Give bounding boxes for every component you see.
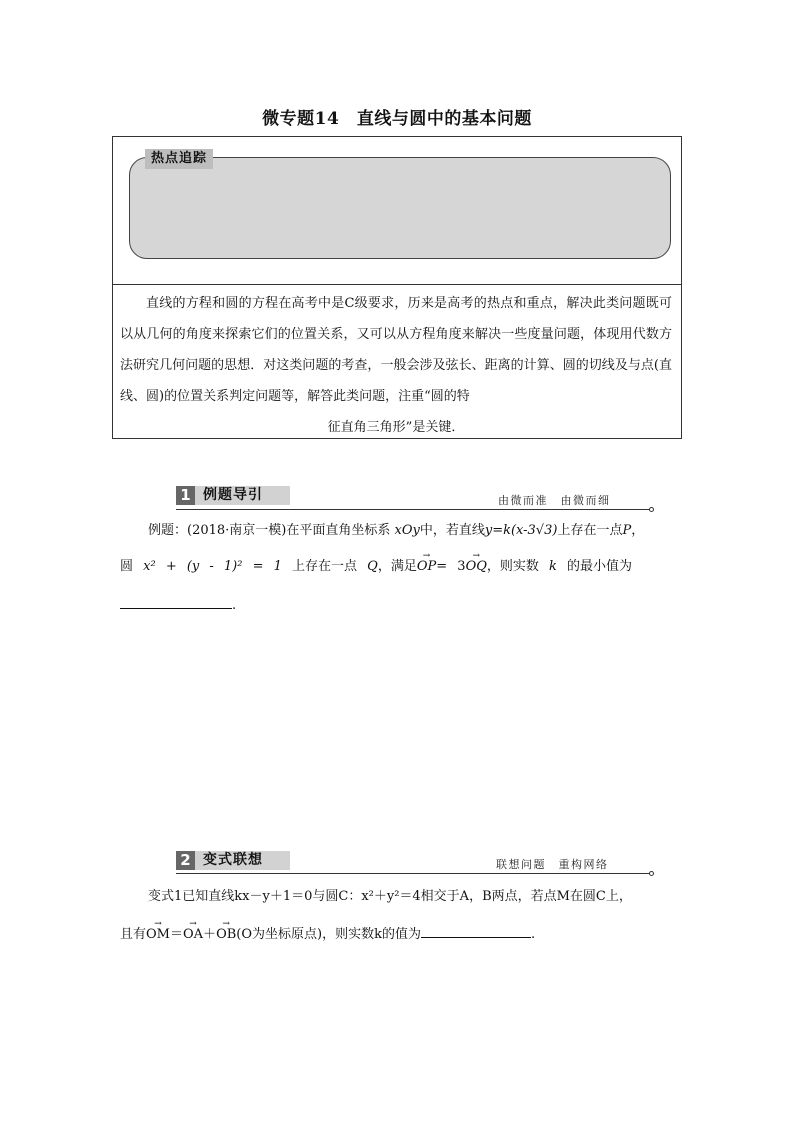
- hot-spot-panel: [129, 157, 671, 259]
- hot-spot-paragraph: 直线的方程和圆的方程在高考中是C级要求，历来是高考的热点和重点，解决此类问题既可以从几何的角度来探索它们的位置关系，又可以从方程角度来解决一些度量问题，体现用代数方法研究几何问题的思想．对这类问题的考查，一般会涉及弦长、距离的计算、圆的切线及与点(直线、圆)的位置关系判定问题等，解答此类问题，注重“圆的特: [120, 296, 672, 404]
- section1-rule-end-dot: [649, 507, 654, 512]
- hot-spot-label: 热点追踪: [145, 149, 213, 169]
- example-text: ，: [631, 523, 645, 538]
- example-text: 中，若直线: [419, 523, 485, 538]
- section2-motto: 联想问题 重构网络: [496, 858, 609, 871]
- example-text: .: [232, 598, 237, 613]
- example-text: 的最小值为: [556, 559, 633, 574]
- section2-rule-end-dot: [649, 871, 654, 876]
- example-line-3: [120, 594, 236, 616]
- variant-text: (O为坐标原点)，则实数k的值为: [236, 927, 421, 942]
- vector-op: → OP: [417, 557, 436, 577]
- vector-oq: → OQ: [466, 557, 487, 577]
- variant-text: 且有: [120, 927, 147, 942]
- variant-text: ＝: [169, 927, 183, 942]
- example-text: ，满足: [377, 559, 417, 574]
- example-text: 上存在一点: [281, 559, 368, 574]
- example-k: k: [549, 559, 557, 574]
- example-text: = 3: [436, 559, 466, 574]
- variant-text: .: [530, 927, 536, 942]
- section1-number: 1: [176, 486, 195, 505]
- vector-oa: → OA: [183, 925, 203, 945]
- example-text: ，则实数: [486, 559, 550, 574]
- example-line-2: [120, 557, 672, 577]
- section2-title: 变式联想: [195, 851, 290, 870]
- section2-rule: [176, 873, 650, 874]
- vector-ob: → OB: [216, 925, 236, 945]
- example-circle-equation: x² + (y - 1)² = 1: [143, 559, 282, 574]
- example-line-equation: y=k(x-3√3): [484, 523, 558, 538]
- variant-text: ＋: [203, 927, 217, 942]
- hot-spot-divider: [112, 284, 682, 285]
- example-point-q: Q: [367, 559, 378, 574]
- section2-number: 2: [176, 851, 195, 870]
- answer-blank-2[interactable]: [421, 923, 531, 938]
- variant-line-2: [120, 923, 535, 945]
- page-title: 微专题14 直线与圆中的基本问题: [262, 109, 532, 129]
- section1-motto: 由微而准 由微而细: [498, 494, 611, 507]
- vector-om: → OM: [146, 925, 170, 945]
- example-point-p: P: [622, 523, 632, 538]
- example-coordinate-system: xOy: [394, 523, 420, 538]
- example-line-1: [148, 521, 644, 541]
- hot-spot-paragraph-end: 征直角三角形”是关键．: [327, 420, 465, 435]
- variant-line-1: 变式1已知直线kx－y＋1＝0与圆C：x²＋y²＝4相交于A，B两点，若点M在圆C上，: [148, 889, 632, 904]
- example-text: 例题：(2018·南京一模)在平面直角坐标系: [148, 523, 395, 538]
- section1-rule: [176, 509, 650, 510]
- example-text: 上存在一点: [557, 523, 623, 538]
- example-text: 圆: [120, 559, 144, 574]
- answer-blank-1[interactable]: [120, 594, 232, 609]
- section1-title: 例题导引: [195, 486, 290, 505]
